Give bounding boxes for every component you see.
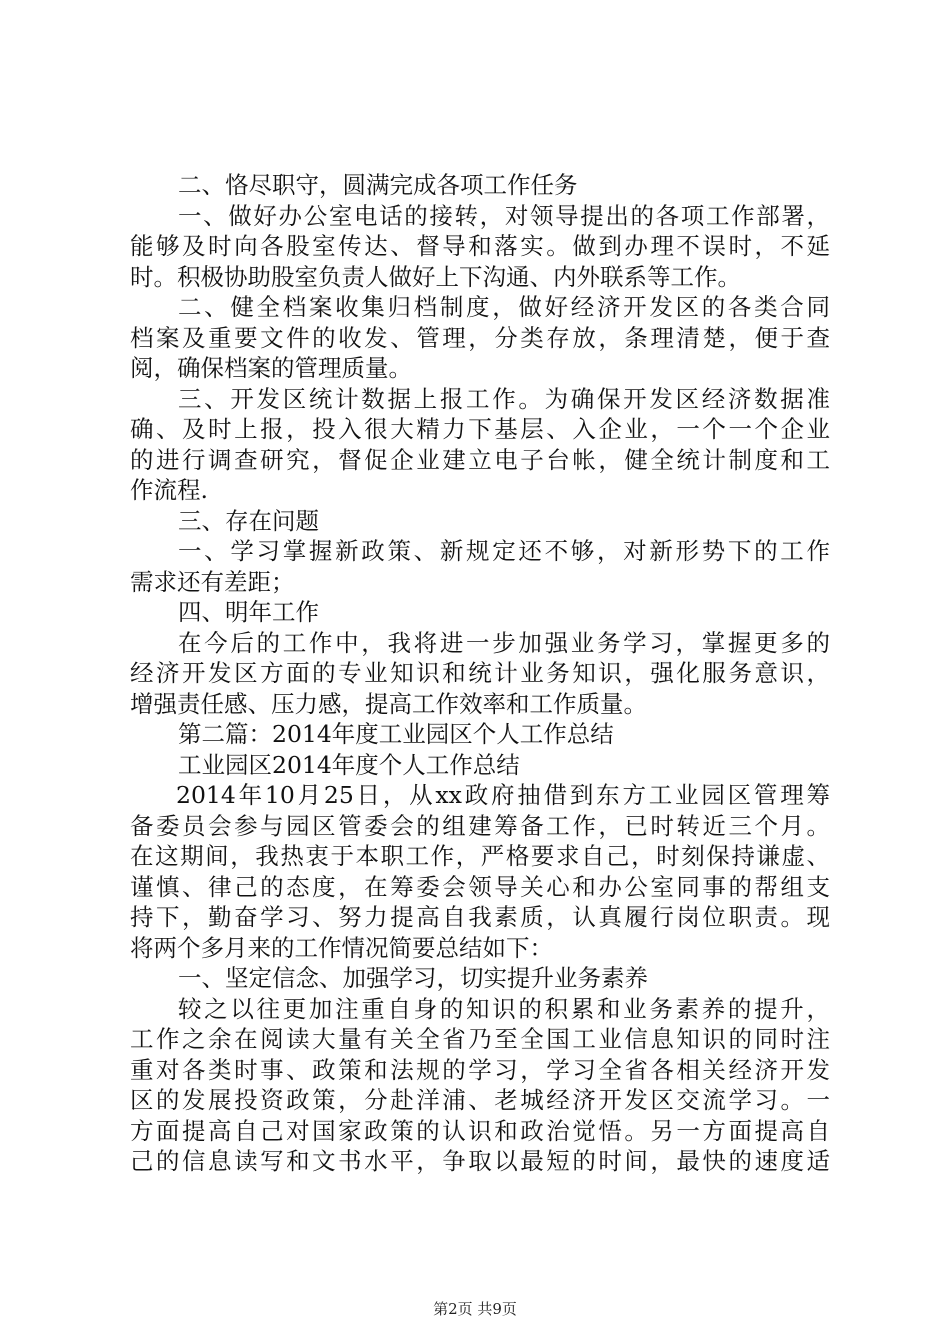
text-line: 持下，勤奋学习、努力提高自我素质，认真履行岗位职责。现 xyxy=(130,903,830,931)
page-footer: 第2页 共9页 xyxy=(433,1300,517,1318)
text-line: 二、健全档案收集归档制度，做好经济开发区的各类合同 xyxy=(178,293,830,321)
document-body xyxy=(130,170,830,1177)
text-line: 将两个多月来的工作情况简要总结如下： xyxy=(130,933,553,962)
text-line: 工业园区2014年度个人工作总结 xyxy=(178,750,520,779)
text-line: 三、存在问题 xyxy=(178,506,319,535)
text-line: 在今后的工作中，我将进一步加强业务学习，掌握更多的 xyxy=(178,628,830,657)
text-line: 的进行调查研究，督促企业建立电子台帐，健全统计制度和工 xyxy=(130,445,830,474)
text-line: 经济开发区方面的专业知识和统计业务知识，强化服务意识， xyxy=(130,659,830,687)
text-line: 一、学习掌握新政策、新规定还不够，对新形势下的工作 xyxy=(178,537,830,565)
text-line: 在这期间，我热衷于本职工作，严格要求自己，时刻保持谦虚、 xyxy=(130,842,830,870)
text-line: 备委员会参与园区管委会的组建筹备工作，已时转近三个月。 xyxy=(130,811,830,840)
text-line: 一、做好办公室电话的接转，对领导提出的各项工作部署， xyxy=(178,201,830,230)
text-line: 一、坚定信念、加强学习，切实提升业务素养 xyxy=(178,964,648,992)
text-line: 己的信息读写和文书水平，争取以最短的时间，最快的速度适 xyxy=(130,1147,830,1175)
text-line: 重对各类时事、政策和法规的学习，学习全省各相关经济开发 xyxy=(130,1055,830,1084)
text-line: 谨慎、律己的态度，在筹委会领导关心和办公室同事的帮组支 xyxy=(130,872,830,901)
text-line: 确、及时上报，投入很大精力下基层、入企业，一个一个企业 xyxy=(130,415,830,443)
text-line: 方面提高自己对国家政策的认识和政治觉悟。另一方面提高自 xyxy=(130,1116,830,1145)
text-line: 二、恪尽职守，圆满完成各项工作任务 xyxy=(178,171,578,199)
text-line: 2014年10月25日，从xx政府抽借到东方工业园区管理筹 xyxy=(176,781,830,809)
text-line: 需求还有差距； xyxy=(130,567,295,596)
text-line: 工作之余在阅读大量有关全省乃至全国工业信息知识的同时注 xyxy=(130,1025,830,1053)
text-line: 档案及重要文件的收发、管理，分类存放，条理清楚，便于查 xyxy=(130,323,830,352)
text-line: 增强责任感、压力感，提高工作效率和工作质量。 xyxy=(130,689,647,718)
text-line: 较之以往更加注重自身的知识的积累和业务素养的提升， xyxy=(178,994,830,1023)
text-line: 区的发展投资政策，分赴洋浦、老城经济开发区交流学习。一 xyxy=(130,1086,830,1114)
text-line: 四、明年工作 xyxy=(178,598,319,626)
text-line: 作流程. xyxy=(130,476,208,504)
text-line: 第二篇：2014年度工业园区个人工作总结 xyxy=(178,720,614,748)
text-line: 时。积极协助股室负责人做好上下沟通、内外联系等工作。 xyxy=(130,262,741,291)
text-line: 三、开发区统计数据上报工作。为确保开发区经济数据准 xyxy=(178,384,830,413)
text-line: 阅，确保档案的管理质量。 xyxy=(130,354,412,382)
text-line: 能够及时向各股室传达、督导和落实。做到办理不误时，不延 xyxy=(130,232,830,260)
